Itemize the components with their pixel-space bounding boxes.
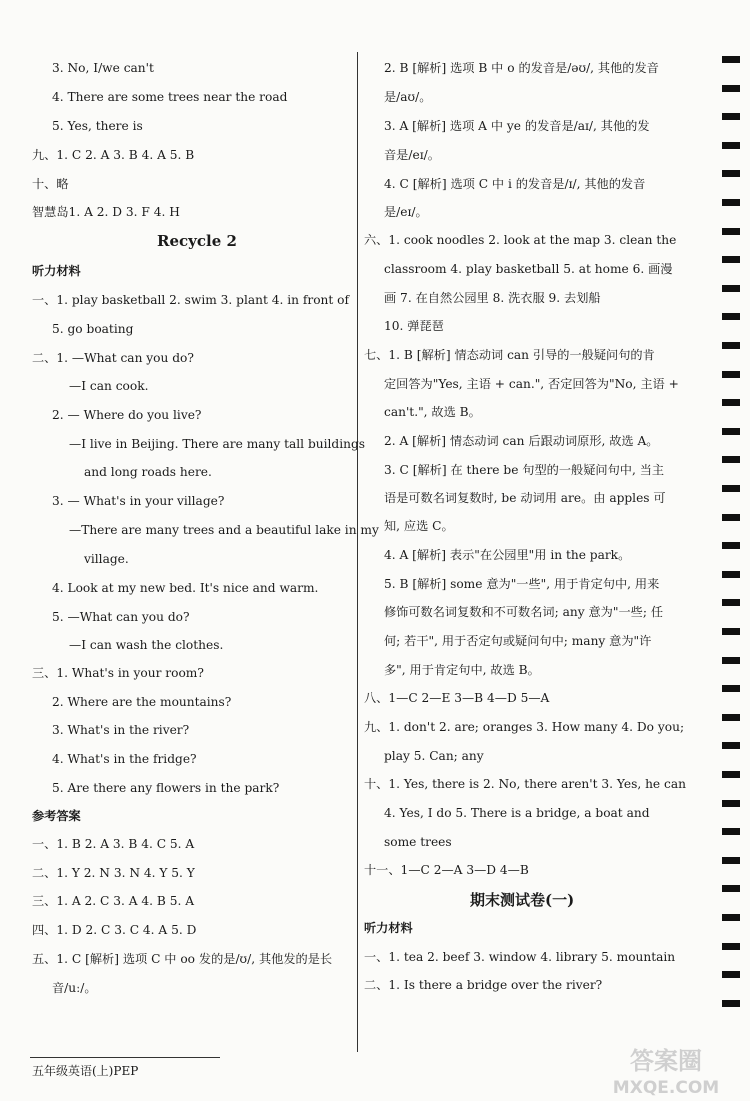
answer-line: 3. A [解析] 选项 A 中 ye 的发音是/aɪ/, 其他的发 [384, 119, 650, 133]
answer-line: 定回答为"Yes, 主语 + can.", 否定回答为"No, 主语 + [384, 377, 679, 391]
edge-mark [722, 313, 740, 320]
answer-line: 十、略 [32, 177, 69, 191]
answer-line: 语是可数名词复数时, be 动词用 are。由 apples 可 [384, 491, 666, 505]
edge-mark [722, 1000, 740, 1007]
answer-line: 九、1. C 2. A 3. B 4. A 5. B [32, 148, 195, 162]
answer-line: —I live in Beijing. There are many tall buildings [69, 437, 366, 451]
answer-line: play 5. Can; any [384, 749, 484, 763]
answer-line: 3. What's in the river? [52, 723, 190, 737]
edge-mark [722, 399, 740, 406]
subheading-listening: 听力材料 [32, 264, 81, 278]
answer-line: 智慧岛1. A 2. D 3. F 4. H [32, 205, 180, 219]
edge-mark [722, 971, 740, 978]
edge-mark [722, 800, 740, 807]
answer-line: 十、1. Yes, there is 2. No, there aren't 3. Yes, he can [364, 777, 686, 791]
edge-mark [722, 771, 740, 778]
answer-line: 三、1. A 2. C 3. A 4. B 5. A [32, 894, 195, 908]
edge-mark [722, 371, 740, 378]
edge-mark [722, 742, 740, 749]
edge-mark [722, 571, 740, 578]
answer-line: 五、1. C [解析] 选项 C 中 oo 发的是/ʊ/, 其他发的是长 [32, 952, 333, 966]
answer-line: 八、1—C 2—E 3—B 4—D 5—A [364, 691, 550, 705]
edge-mark [722, 685, 740, 692]
answer-line: 七、1. B [解析] 情态动词 can 引导的一般疑问句的肯 [364, 348, 655, 362]
answer-line: 知, 应选 C。 [384, 519, 454, 533]
answer-line: 5. go boating [52, 322, 134, 336]
edge-mark [722, 342, 740, 349]
edge-mark [722, 199, 740, 206]
answer-line: 4. There are some trees near the road [52, 90, 288, 104]
answer-line: 4. A [解析] 表示"在公园里"用 in the park。 [384, 548, 631, 562]
watermark-logo [592, 1043, 740, 1097]
edge-mark [722, 113, 740, 120]
page-footer: 五年级英语(上)PEP [32, 1064, 139, 1078]
answer-line: 音是/eɪ/。 [384, 148, 440, 162]
answer-line: 2. — Where do you live? [52, 408, 202, 422]
answer-line: 修饰可数名词复数和不可数名词; any 意为"一些; 任 [384, 605, 664, 619]
edge-mark [722, 599, 740, 606]
answer-line: 四、1. D 2. C 3. C 4. A 5. D [32, 923, 197, 937]
answer-line: 一、1. tea 2. beef 3. window 4. library 5. mountain [364, 950, 676, 964]
answer-line: 4. Look at my new bed. It's nice and warm. [52, 581, 319, 595]
answer-line: 3. — What's in your village? [52, 494, 225, 508]
answer-line: 是/eɪ/。 [384, 205, 428, 219]
answer-line: 九、1. don't 2. are; oranges 3. How many 4. Do you; [364, 720, 685, 734]
answer-line: can't.", 故选 B。 [384, 405, 481, 419]
edge-mark [722, 657, 740, 664]
edge-mark [722, 256, 740, 263]
section-title-recycle-2: Recycle 2 [157, 232, 237, 250]
answer-line: 2. Where are the mountains? [52, 695, 232, 709]
answer-line: 3. C [解析] 在 there be 句型的一般疑问句中, 当主 [384, 463, 665, 477]
answer-line: —I can cook. [69, 379, 149, 393]
edge-mark [722, 885, 740, 892]
answer-line: 多", 用于肯定句中, 故选 B。 [384, 663, 540, 677]
edge-mark [722, 142, 740, 149]
edge-mark [722, 485, 740, 492]
answer-line: 一、1. play basketball 2. swim 3. plant 4. in front of [32, 293, 350, 307]
watermark-bottom: MXQE.COM [612, 1078, 720, 1097]
edge-mark [722, 943, 740, 950]
answer-line: 5. Are there any flowers in the park? [52, 781, 280, 795]
subheading-answers: 参考答案 [32, 809, 81, 823]
answer-line: 3. No, I/we can't [52, 61, 154, 75]
answer-line: 2. A [解析] 情态动词 can 后跟动词原形, 故选 A。 [384, 434, 659, 448]
answer-line: —There are many trees and a beautiful lake in my [69, 523, 379, 537]
section-title-final-test: 期末测试卷(一) [470, 891, 575, 909]
edge-mark [722, 857, 740, 864]
edge-mark [722, 914, 740, 921]
edge-mark [722, 514, 740, 521]
edge-mark [722, 714, 740, 721]
answer-line: 一、1. B 2. A 3. B 4. C 5. A [32, 837, 195, 851]
edge-mark [722, 428, 740, 435]
answer-line: 4. What's in the fridge? [52, 752, 197, 766]
answer-line: 4. Yes, I do 5. There is a bridge, a boat and [384, 806, 650, 820]
edge-mark [722, 542, 740, 549]
edge-mark [722, 170, 740, 177]
answer-line: 十一、1—C 2—A 3—D 4—B [364, 863, 529, 877]
answer-line: 10. 弹琵琶 [384, 319, 444, 333]
subheading-listening: 听力材料 [364, 921, 413, 935]
answer-line: 二、1. —What can you do? [32, 351, 194, 365]
answer-line: 何; 若干", 用于否定句或疑问句中; many 意为"许 [384, 634, 652, 648]
watermark-top: 答案圈 [630, 1047, 702, 1075]
answer-line: 是/aʊ/。 [384, 90, 432, 104]
edge-mark [722, 828, 740, 835]
edge-mark [722, 85, 740, 92]
answer-line: 5. Yes, there is [52, 119, 143, 133]
answer-line: 4. C [解析] 选项 C 中 i 的发音是/ɪ/, 其他的发音 [384, 177, 646, 191]
edge-mark [722, 628, 740, 635]
answer-line: 5. —What can you do? [52, 610, 190, 624]
answer-line: —I can wash the clothes. [69, 638, 224, 652]
edge-mark [722, 285, 740, 292]
answer-line: 二、1. Y 2. N 3. N 4. Y 5. Y [32, 866, 195, 880]
answer-line: 画 7. 在自然公园里 8. 洗衣服 9. 去划船 [384, 291, 601, 305]
answer-line: some trees [384, 835, 452, 849]
column-divider [357, 52, 358, 1052]
answer-line: 5. B [解析] some 意为"一些", 用于肯定句中, 用来 [384, 577, 660, 591]
edge-mark [722, 228, 740, 235]
answer-line: 六、1. cook noodles 2. look at the map 3. clean the [364, 233, 677, 247]
edge-mark [722, 56, 740, 63]
answer-line: village. [84, 552, 129, 566]
answer-line: and long roads here. [84, 465, 212, 479]
edge-mark [722, 456, 740, 463]
answer-line: 2. B [解析] 选项 B 中 o 的发音是/əʊ/, 其他的发音 [384, 61, 659, 75]
footer-rule [30, 1057, 220, 1058]
answer-line: 二、1. Is there a bridge over the river? [364, 978, 603, 992]
answer-line: classroom 4. play basketball 5. at home 6. 画漫 [384, 262, 673, 276]
answer-line: 音/uː/。 [52, 981, 97, 995]
answer-line: 三、1. What's in your room? [32, 666, 204, 680]
